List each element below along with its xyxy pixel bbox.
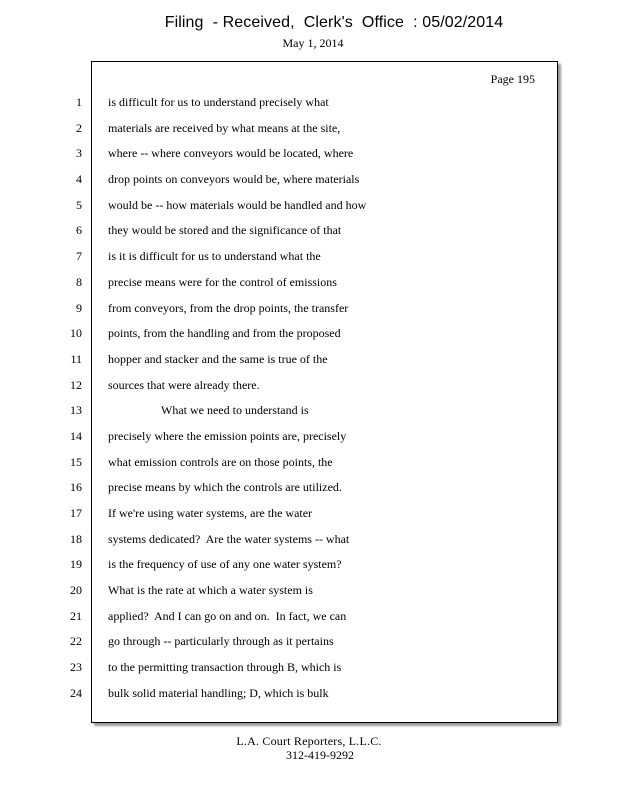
transcript-line: precise means were for the control of emissions: [108, 274, 337, 289]
transcript-line: from conveyors, from the drop points, the transfer: [108, 300, 349, 315]
line-number: 5: [76, 197, 82, 212]
transcript-line: go through -- particularly through as it pertains: [108, 634, 334, 649]
line-number: 21: [70, 608, 82, 623]
line-number: 23: [70, 660, 82, 675]
transcript-line: would be -- how materials would be handled and how: [108, 197, 367, 212]
transcript-line: they would be stored and the significance of that: [108, 223, 342, 238]
filing-stamp: Filing - Received, Clerk's Office : 05/02/2014: [164, 14, 504, 31]
transcript-line: precisely where the emission points are, precisely: [108, 428, 347, 443]
page-number: Page 195: [490, 72, 535, 86]
line-number: 17: [70, 506, 82, 520]
transcript-line: materials are received by what means at the site,: [108, 120, 341, 135]
transcript-line: What is the rate at which a water system is: [108, 583, 313, 598]
transcript-line: If we're using water systems, are the water: [108, 506, 313, 520]
line-number: 12: [70, 377, 82, 392]
line-number: 9: [76, 300, 82, 315]
transcript-line: bulk solid material handling; D, which is bulk: [108, 685, 329, 700]
line-number: 20: [70, 583, 82, 598]
line-number: 4: [76, 172, 82, 187]
line-number: 7: [76, 249, 82, 264]
hearing-date: May 1, 2014: [282, 36, 344, 50]
transcript-line: applied? And I can go on and on. In fact, we can: [108, 608, 347, 623]
line-number: 2: [76, 120, 82, 135]
line-number: 11: [70, 351, 82, 366]
transcript-line: to the permitting transaction through B, which is: [108, 660, 342, 675]
transcript-line: drop points on conveyors would be, where materials: [108, 172, 360, 187]
transcript-line: systems dedicated? Are the water systems -- what: [108, 531, 350, 546]
line-number: 22: [70, 634, 82, 649]
transcript-text: [108, 93, 548, 710]
transcript-line: is difficult for us to understand precisely what: [108, 95, 329, 109]
line-number: 1: [76, 95, 82, 109]
transcript-line: is the frequency of use of any one water system?: [108, 557, 342, 572]
line-number: 15: [70, 454, 82, 469]
transcript-line: points, from the handling and from the proposed: [108, 326, 341, 341]
transcript-line: What we need to understand is: [161, 403, 309, 418]
transcript-line: what emission controls are on those points, the: [108, 454, 333, 469]
transcript-line: hopper and stacker and the same is true of the: [108, 351, 328, 366]
line-number: 14: [70, 428, 82, 443]
line-number: 24: [70, 685, 82, 700]
line-number: 6: [76, 223, 82, 238]
transcript-line: where -- where conveyors would be located, where: [108, 146, 354, 161]
court-reporter-phone: 312-419-9292: [286, 748, 354, 762]
line-number: 13: [70, 403, 82, 418]
court-reporter-name: L.A. Court Reporters, L.L.C.: [236, 734, 382, 748]
line-number: 19: [70, 557, 82, 572]
line-number-column: [60, 93, 82, 710]
line-number: 10: [70, 326, 82, 341]
line-number: 8: [76, 274, 82, 289]
transcript-line: precise means by which the controls are utilized.: [108, 480, 342, 495]
line-number: 18: [70, 531, 82, 546]
line-number: 16: [70, 480, 82, 495]
line-number: 3: [76, 146, 82, 161]
transcript-line: is it is difficult for us to understand what the: [108, 249, 321, 264]
transcript-line: sources that were already there.: [108, 377, 260, 392]
